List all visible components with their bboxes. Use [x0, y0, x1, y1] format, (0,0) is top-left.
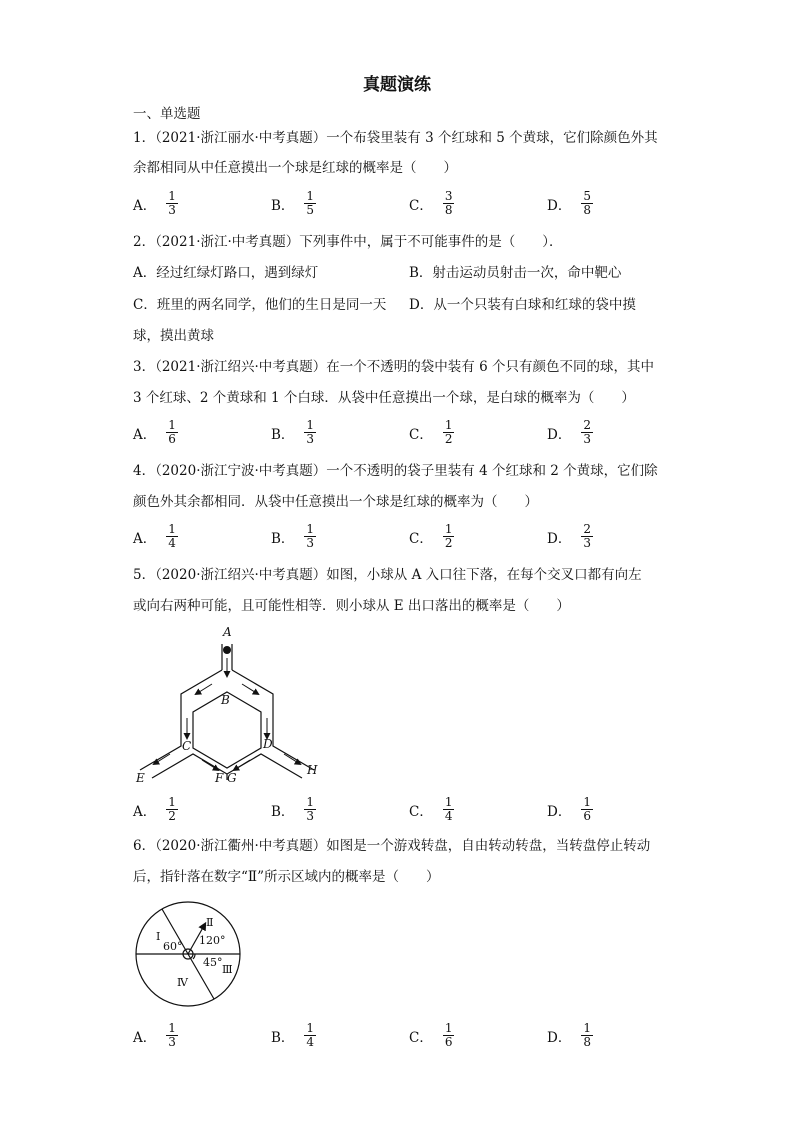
q4-option-b[interactable]: B． $\frac{1}{3}$ — [271, 522, 315, 550]
point-label-c: C — [182, 739, 192, 753]
q2-option-d[interactable]: D．从一个只装有白球和红球的袋中摸 — [409, 297, 636, 313]
point-label-f: F — [215, 771, 224, 785]
q5-option-c[interactable]: C． $\frac{1}{4}$ — [409, 795, 453, 823]
spinner-diagram — [133, 898, 243, 1008]
q2-option-b[interactable]: B．射击运动员射击一次，命中靶心 — [409, 265, 622, 281]
q3-option-c[interactable]: C． $\frac{1}{2}$ — [409, 418, 453, 446]
fraction: $\frac{1}{3}$ — [306, 418, 315, 446]
q5-option-b[interactable]: B． $\frac{1}{3}$ — [271, 795, 315, 823]
fraction: $\frac{1}{4}$ — [168, 522, 176, 550]
region-label-iii: Ⅲ — [222, 963, 233, 976]
q1-option-a[interactable]: A． $\frac{1}{3}$ — [133, 189, 176, 217]
point-label-h: H — [307, 763, 318, 777]
angle-label-120: 120° — [199, 934, 226, 947]
q3-line-2: 3 个红球、2 个黄球和 1 个白球．从袋中任意摸出一个球，是白球的概率为（ ） — [133, 390, 635, 406]
point-label-b: B — [221, 693, 230, 707]
fraction: $\frac{2}{3}$ — [583, 522, 591, 550]
fraction: $\frac{1}{4}$ — [306, 1021, 315, 1049]
q4-option-d[interactable]: D． $\frac{2}{3}$ — [547, 522, 591, 550]
region-label-i: Ⅰ — [156, 930, 161, 943]
point-label-e: E — [136, 771, 145, 785]
q1-option-d[interactable]: D． $\frac{5}{8}$ — [547, 189, 591, 217]
fraction: $\frac{1}{2}$ — [444, 418, 453, 446]
q4-option-a[interactable]: A． $\frac{1}{4}$ — [133, 522, 176, 550]
point-label-g: G — [227, 771, 237, 785]
q5-line-1: 5．（2020·浙江绍兴·中考真题）如图，小球从 A 入口往下落，在每个交叉口都有向左 — [133, 567, 642, 583]
q2-line-1: 2．（2021·浙江·中考真题）下列事件中，属于不可能事件的是（ ）． — [133, 234, 563, 250]
q4-line-2: 颜色外其余都相同．从袋中任意摸出一个球是红球的概率为（ ） — [133, 494, 538, 510]
angle-label-45: 45° — [203, 956, 223, 969]
fraction: $\frac{1}{3}$ — [168, 1021, 176, 1049]
q6-line-2: 后，指针落在数字“Ⅱ”所示区域内的概率是（ ） — [133, 869, 440, 885]
q1-line-1: 1．（2021·浙江丽水·中考真题）一个布袋里装有 3 个红球和 5 个黄球，它们除颜色外其 — [133, 130, 658, 146]
fraction: $\frac{1}{3}$ — [306, 795, 315, 823]
q3-option-b[interactable]: B． $\frac{1}{3}$ — [271, 418, 315, 446]
page-title: 真题演练 — [363, 75, 431, 95]
q6-line-1: 6．（2020·浙江衢州·中考真题）如图是一个游戏转盘，自由转动转盘，当转盘停止转动 — [133, 838, 651, 854]
q5-option-a[interactable]: A． $\frac{1}{2}$ — [133, 795, 176, 823]
fraction: $\frac{1}{5}$ — [306, 189, 315, 217]
fraction: $\frac{1}{8}$ — [583, 1021, 591, 1049]
q5-option-d[interactable]: D． $\frac{1}{6}$ — [547, 795, 591, 823]
q3-option-d[interactable]: D． $\frac{2}{3}$ — [547, 418, 591, 446]
region-label-ii: Ⅱ — [206, 916, 214, 929]
fraction: $\frac{1}{6}$ — [168, 418, 176, 446]
q6-option-d[interactable]: D． $\frac{1}{8}$ — [547, 1021, 591, 1049]
fraction: $\frac{1}{6}$ — [444, 1021, 453, 1049]
fraction: $\frac{1}{6}$ — [583, 795, 591, 823]
fraction: $\frac{3}{8}$ — [444, 189, 453, 217]
q6-option-c[interactable]: C． $\frac{1}{6}$ — [409, 1021, 453, 1049]
section-heading: 一、单选题 — [133, 106, 201, 122]
q3-option-a[interactable]: A． $\frac{1}{6}$ — [133, 418, 176, 446]
ball-icon — [223, 646, 231, 654]
q2-option-d-continued: 球，摸出黄球 — [133, 328, 214, 344]
fraction: $\frac{5}{8}$ — [583, 189, 591, 217]
angle-label-60: 60° — [163, 940, 183, 953]
fraction: $\frac{1}{4}$ — [444, 795, 453, 823]
q6-option-a[interactable]: A． $\frac{1}{3}$ — [133, 1021, 176, 1049]
region-label-iv: Ⅳ — [177, 976, 188, 989]
q1-option-b[interactable]: B． $\frac{1}{5}$ — [271, 189, 315, 217]
fraction: $\frac{1}{3}$ — [306, 522, 315, 550]
q5-line-2: 或向右两种可能，且可能性相等．则小球从 E 出口落出的概率是（ ） — [133, 598, 570, 614]
q3-line-1: 3．（2021·浙江绍兴·中考真题）在一个不透明的袋中装有 6 个只有颜色不同的球，其中 — [133, 359, 654, 375]
fraction: $\frac{2}{3}$ — [583, 418, 591, 446]
q4-option-c[interactable]: C． $\frac{1}{2}$ — [409, 522, 453, 550]
q6-option-b[interactable]: B． $\frac{1}{4}$ — [271, 1021, 315, 1049]
fraction: $\frac{1}{2}$ — [168, 795, 176, 823]
fraction: $\frac{1}{2}$ — [444, 522, 453, 550]
point-label-a: A — [223, 625, 232, 639]
fraction: $\frac{1}{3}$ — [168, 189, 176, 217]
q4-line-1: 4．（2020·浙江宁波·中考真题）一个不透明的袋子里装有 4 个红球和 2 个黄球，它们除 — [133, 463, 658, 479]
point-label-d: D — [263, 737, 273, 751]
q1-option-c[interactable]: C． $\frac{3}{8}$ — [409, 189, 453, 217]
ball-drop-diagram — [130, 622, 330, 787]
q2-option-c[interactable]: C．班里的两名同学，他们的生日是同一天 — [133, 297, 387, 313]
q2-option-a[interactable]: A．经过红绿灯路口，遇到绿灯 — [133, 265, 319, 281]
q1-line-2: 余都相同从中任意摸出一个球是红球的概率是（ ） — [133, 160, 457, 176]
